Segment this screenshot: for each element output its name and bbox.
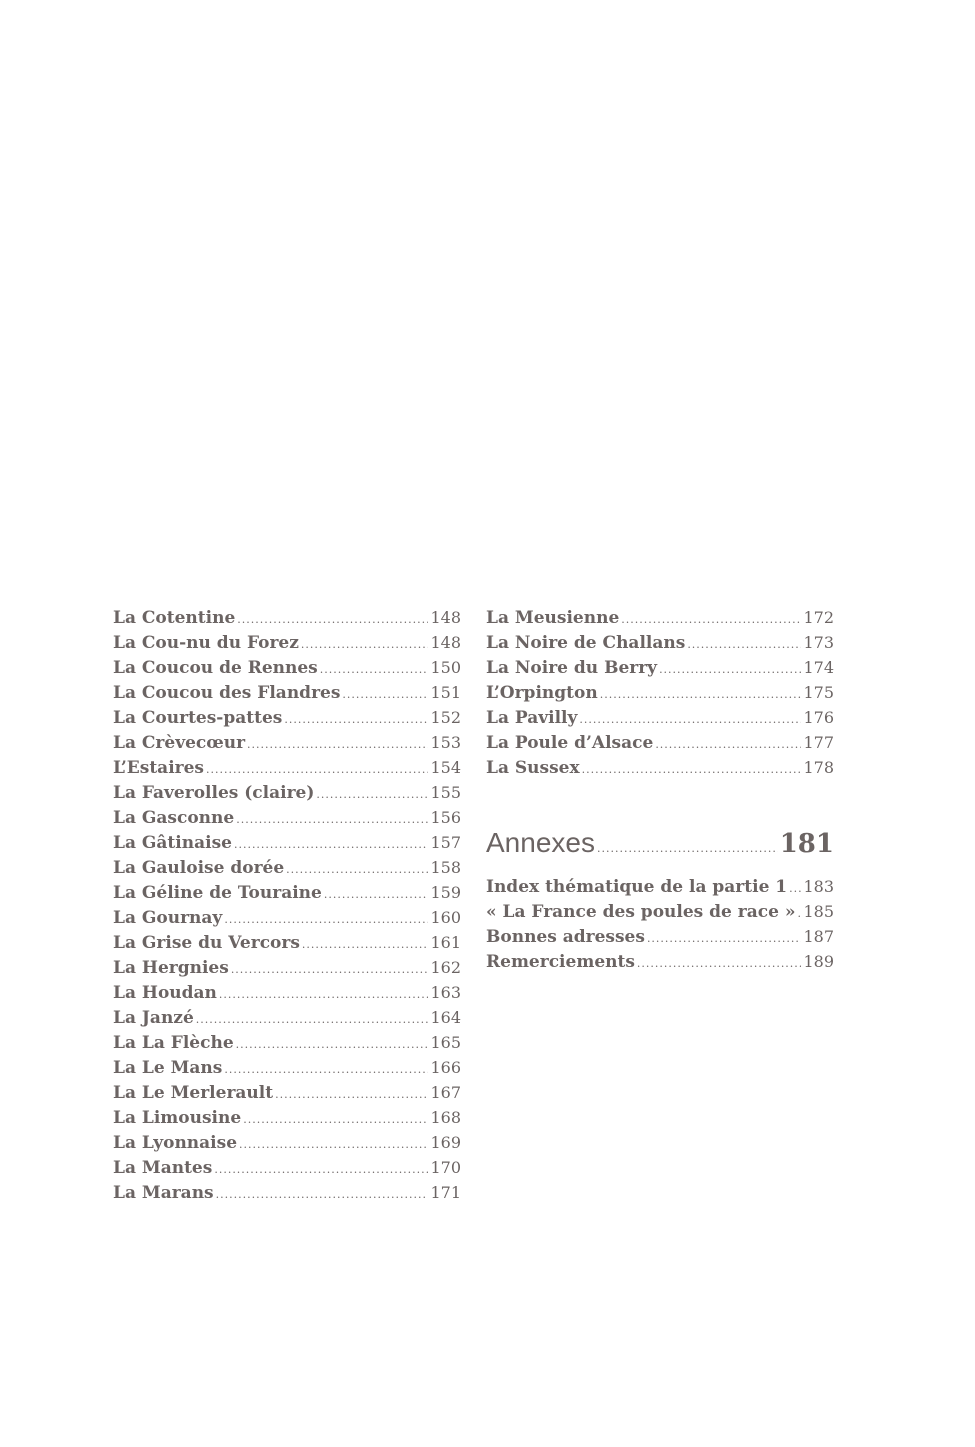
toc-entry-page-number: 156 [430, 808, 461, 827]
dot-leader [582, 757, 802, 782]
dot-leader [231, 957, 429, 982]
toc-entry-page-number: 150 [430, 658, 461, 677]
toc-entry [113, 880, 461, 905]
toc-entry-title: La Coucou des Flandres [113, 683, 341, 703]
toc-entry [113, 930, 461, 955]
toc-entry-title: La Noire de Challans [486, 633, 686, 653]
toc-entry-page-number: 160 [430, 908, 461, 927]
toc-entry-title: La Faverolles (claire) [113, 783, 315, 803]
toc-entry-title: La Meusienne [486, 608, 620, 628]
toc-entry-page-number: 148 [430, 633, 461, 652]
toc-entry [113, 905, 461, 930]
toc-entry-title: L’Orpington [486, 683, 598, 703]
toc-entry-page-number: 170 [430, 1158, 461, 1177]
dot-leader [621, 607, 801, 632]
toc-entry-page-number: 185 [803, 902, 834, 921]
toc-entry-page-number: 148 [430, 608, 461, 627]
toc-entry-page-number: 158 [430, 858, 461, 877]
dot-leader [324, 882, 429, 907]
toc-entry-page-number: 171 [430, 1183, 461, 1202]
toc-entry-title: La Marans [113, 1183, 214, 1203]
toc-entry-page-number: 183 [803, 877, 834, 896]
toc-entry-page-number: 159 [430, 883, 461, 902]
dot-leader [302, 932, 429, 957]
dot-leader [342, 682, 428, 707]
toc-entry [113, 955, 461, 980]
toc-entry-title: La Coucou de Rennes [113, 658, 318, 678]
toc-entry [113, 680, 461, 705]
toc-entry-title: La Gâtinaise [113, 833, 232, 853]
dot-leader [655, 732, 801, 757]
toc-entry [113, 830, 461, 855]
toc-entry-page-number: 169 [430, 1133, 461, 1152]
toc-entry-title: La Hergnies [113, 958, 229, 978]
toc-entry [113, 1180, 461, 1205]
toc-entry-page-number: 176 [803, 708, 834, 727]
toc-entry [113, 1155, 461, 1180]
toc-entry-title: La Janzé [113, 1008, 194, 1028]
dot-leader [239, 1132, 428, 1157]
toc-entry-title: La Crèvecœur [113, 733, 246, 753]
toc-entry [486, 899, 834, 924]
toc-entry-title: La La Flèche [113, 1033, 234, 1053]
toc-entry-title: La Le Mans [113, 1058, 223, 1078]
toc-entry-page-number: 154 [430, 758, 461, 777]
toc-left-column [113, 605, 461, 1205]
toc-entry [113, 1005, 461, 1030]
toc-entry-page-number: 175 [803, 683, 834, 702]
toc-entry-page-number: 167 [430, 1083, 461, 1102]
toc-entry [113, 705, 461, 730]
toc-entry-page-number: 172 [803, 608, 834, 627]
dot-leader [247, 732, 428, 757]
toc-entry [113, 1080, 461, 1105]
toc-entry [113, 780, 461, 805]
dot-leader [687, 632, 801, 657]
dot-leader [597, 833, 778, 865]
dot-leader [284, 707, 428, 732]
toc-entry-page-number: 165 [430, 1033, 461, 1052]
toc-entry-page-number: 166 [430, 1058, 461, 1077]
annexes-list [486, 874, 834, 974]
dot-leader [224, 1057, 428, 1082]
toc-entry [486, 730, 834, 755]
dot-leader [600, 682, 802, 707]
toc-entry-page-number: 151 [430, 683, 461, 702]
toc-entry [486, 630, 834, 655]
toc-entry [486, 874, 834, 899]
toc-entry-page-number: 189 [803, 952, 834, 971]
dot-leader [196, 1007, 429, 1032]
toc-entry-title: La Courtes-pattes [113, 708, 283, 728]
toc-entry-title: La Gauloise dorée [113, 858, 285, 878]
toc-entry [486, 755, 834, 780]
dot-leader [236, 1032, 429, 1057]
toc-entry-page-number: 163 [430, 983, 461, 1002]
dot-leader [243, 1107, 428, 1132]
dot-leader [224, 907, 428, 932]
dot-leader [275, 1082, 428, 1107]
dot-leader [659, 657, 801, 682]
toc-right-column [486, 605, 834, 974]
toc-entry [486, 655, 834, 680]
toc-entry-title: Bonnes adresses [486, 927, 645, 947]
toc-entry [113, 630, 461, 655]
toc-entry-page-number: 174 [803, 658, 834, 677]
toc-entry-title: La Cotentine [113, 608, 236, 628]
toc-entry-page-number: 157 [430, 833, 461, 852]
toc-entry-title: La Lyonnaise [113, 1133, 238, 1153]
toc-entry-page-number: 155 [430, 783, 461, 802]
toc-entry-title: La Noire du Berry [486, 658, 658, 678]
toc-entry [486, 949, 834, 974]
dot-leader [316, 782, 428, 807]
dot-leader [286, 857, 428, 882]
toc-entry [113, 805, 461, 830]
toc-entry [113, 1105, 461, 1130]
toc-entry-title: La Gournay [113, 908, 223, 928]
toc-entry [113, 1130, 461, 1155]
dot-leader [637, 951, 802, 976]
toc-entry [486, 680, 834, 705]
toc-entry [113, 655, 461, 680]
toc-entry [113, 980, 461, 1005]
toc-entry-page-number: 162 [430, 958, 461, 977]
toc-entry-title: La Poule d’Alsace [486, 733, 654, 753]
toc-entry [113, 755, 461, 780]
toc-entry [113, 605, 461, 630]
toc-entry-title: La Gasconne [113, 808, 235, 828]
toc-entry-title: La Géline de Touraine [113, 883, 322, 903]
toc-entry-page-number: 152 [430, 708, 461, 727]
toc-entry-page-number: 153 [430, 733, 461, 752]
toc-right-entries [486, 605, 834, 780]
toc-entry-title: La Cou-nu du Forez [113, 633, 299, 653]
dot-leader [237, 607, 428, 632]
annexes-heading [486, 827, 834, 859]
toc-entry-title: La Sussex [486, 758, 580, 778]
toc-entry-page-number: 178 [803, 758, 834, 777]
dot-leader [214, 1157, 428, 1182]
toc-entry-title: La Limousine [113, 1108, 242, 1128]
dot-leader [320, 657, 429, 682]
toc-entry-title: Remerciements [486, 952, 635, 972]
dot-leader [206, 757, 428, 782]
toc-entry-page-number: 177 [803, 733, 834, 752]
dot-leader [647, 926, 802, 951]
toc-entry [486, 924, 834, 949]
toc-entry-title: La Grise du Vercors [113, 933, 300, 953]
toc-entry-page-number: 161 [430, 933, 461, 952]
dot-leader [797, 901, 801, 926]
toc-entry-title: La Pavilly [486, 708, 578, 728]
toc-entry [486, 605, 834, 630]
toc-entry-page-number: 168 [430, 1108, 461, 1127]
toc-entry [486, 705, 834, 730]
toc-entry [113, 855, 461, 880]
dot-leader [216, 1182, 429, 1207]
toc-entry-title: La Le Merlerault [113, 1083, 274, 1103]
toc-entry-title: L’Estaires [113, 758, 204, 778]
toc-entry-page-number: 173 [803, 633, 834, 652]
annexes-page-number: 181 [779, 829, 834, 859]
toc-entry-title: La Mantes [113, 1158, 213, 1178]
dot-leader [301, 632, 429, 657]
toc-entry-title: Index thématique de la partie 1 [486, 877, 788, 897]
dot-leader [789, 876, 801, 901]
toc-entry [113, 1055, 461, 1080]
dot-leader [236, 807, 428, 832]
dot-leader [234, 832, 429, 857]
toc-entry-title: « La France des poules de race » [486, 902, 796, 922]
annexes-title: Annexes [486, 827, 595, 858]
dot-leader [579, 707, 801, 732]
toc-entry [113, 1030, 461, 1055]
toc-entry-page-number: 187 [803, 927, 834, 946]
toc-entry-page-number: 164 [430, 1008, 461, 1027]
dot-leader [219, 982, 429, 1007]
toc-entry-title: La Houdan [113, 983, 217, 1003]
toc-entry [113, 730, 461, 755]
